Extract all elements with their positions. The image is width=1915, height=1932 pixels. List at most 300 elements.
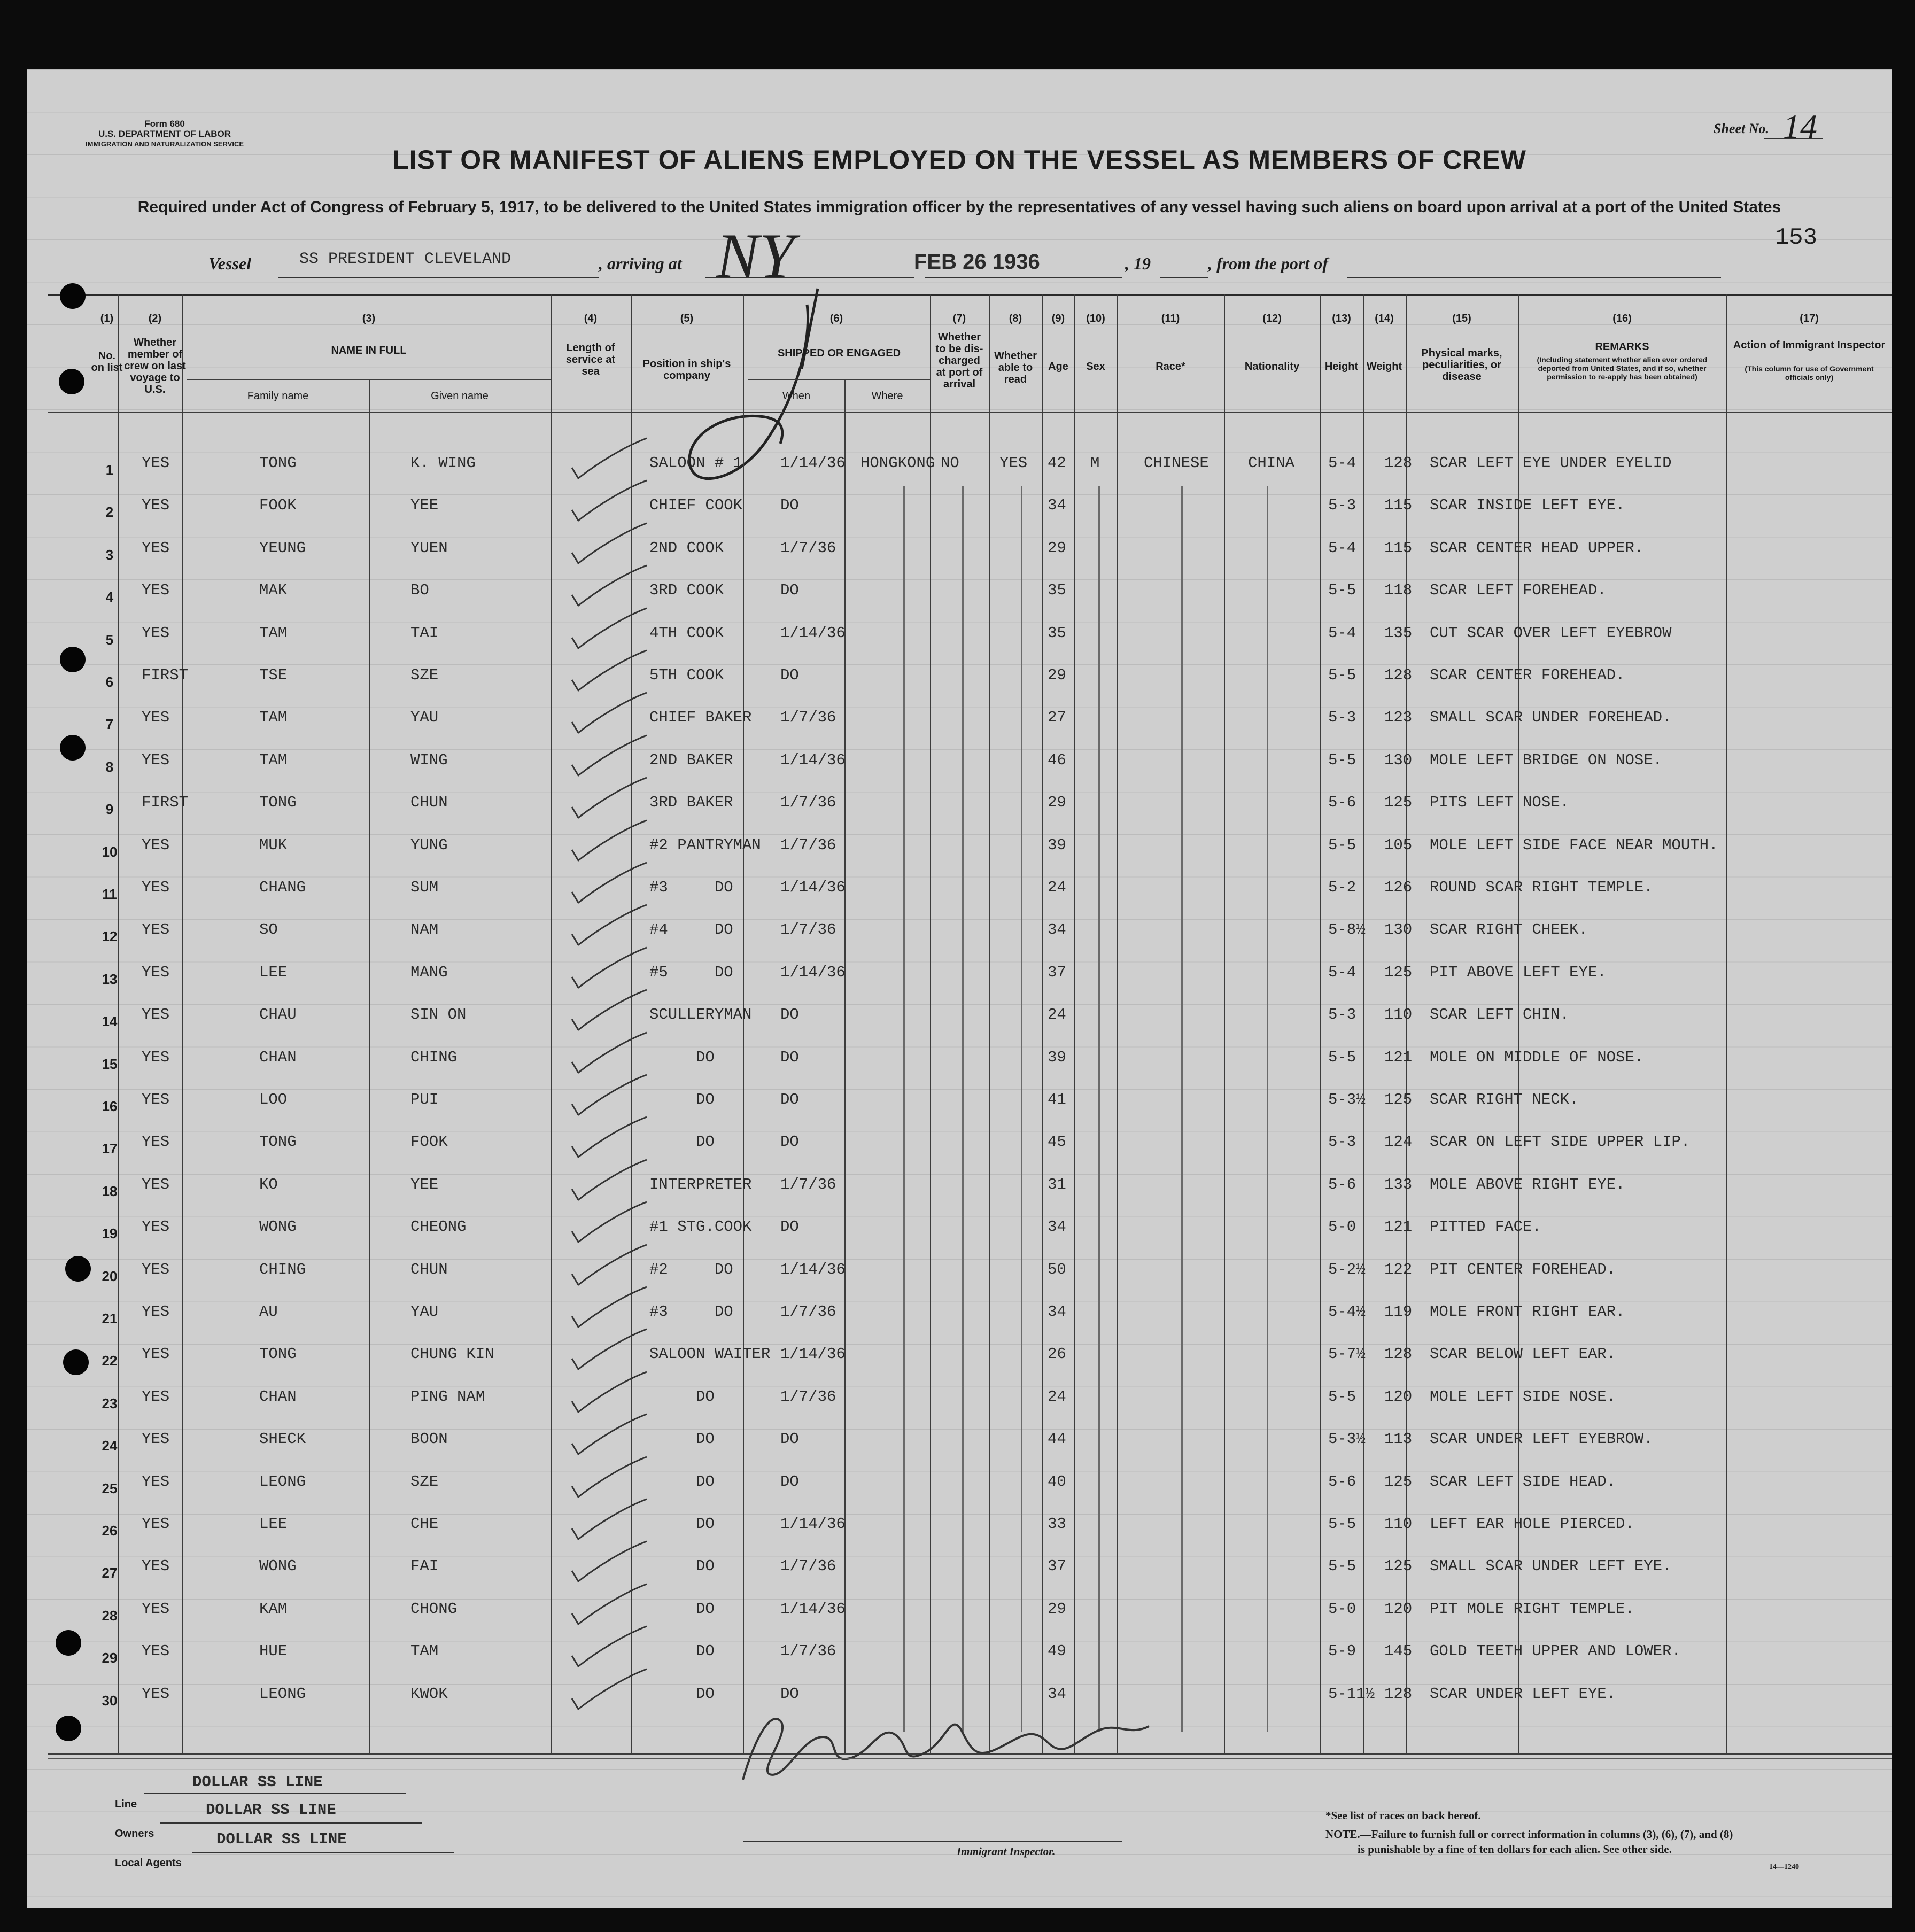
crew-last-voyage: YES (142, 1091, 170, 1108)
shipped-when: 1/7/36 (780, 709, 836, 727)
inspector-underline (743, 1841, 1122, 1842)
table-header-rule (48, 412, 1892, 413)
shipped-when: 1/7/36 (780, 539, 836, 557)
ship-position: DO (649, 1472, 715, 1491)
check-mark (567, 1326, 652, 1375)
vessel-value: SS PRESIDENT CLEVELAND (299, 250, 511, 268)
height: 5-3 (1328, 709, 1356, 727)
age: 31 (1048, 1175, 1066, 1193)
row-number: 15 (102, 1056, 118, 1072)
col8-num: (8) (1009, 313, 1022, 324)
arriving-underline (705, 277, 914, 278)
given-name: TAI (410, 624, 439, 642)
row-number: 17 (102, 1140, 118, 1157)
col4-num: (4) (584, 313, 598, 324)
physical-marks: SCAR BELOW LEFT EAR. (1430, 1345, 1616, 1363)
manifest-title: LIST OR MANIFEST OF ALIENS EMPLOYED ON THE VESSEL AS MEMBERS OF CREW (392, 145, 1526, 175)
weight: 125 (1384, 1557, 1413, 1576)
ship-position: SCULLERYMAN (649, 1006, 752, 1024)
punch-hole (60, 735, 86, 761)
height: 5-5 (1328, 751, 1356, 769)
given-name: YEE (410, 496, 439, 515)
date-underline (925, 277, 1122, 278)
row-number: 25 (102, 1480, 118, 1496)
weight: 126 (1384, 879, 1413, 896)
given-name: YUNG (410, 836, 448, 854)
family-name: SO (259, 921, 278, 939)
ship-position: 3RD BAKER (649, 794, 733, 812)
given-name: SZE (410, 1472, 439, 1491)
shipped-when: DO (780, 1006, 799, 1024)
check-mark (567, 521, 652, 569)
check-mark (567, 1030, 652, 1078)
weight: 115 (1384, 496, 1413, 515)
physical-marks: MOLE ON MIDDLE OF NOSE. (1430, 1048, 1644, 1066)
check-mark (567, 987, 652, 1035)
crew-last-voyage: YES (142, 1175, 170, 1193)
given-name: CHE (410, 1515, 439, 1533)
check-mark (567, 1242, 652, 1290)
age: 40 (1048, 1472, 1066, 1491)
family-name: KO (259, 1175, 278, 1193)
owners-value: DOLLAR SS LINE (206, 1801, 336, 1819)
crew-last-voyage: YES (142, 1260, 170, 1278)
crew-last-voyage: YES (142, 454, 170, 472)
height: 5-4 (1328, 539, 1356, 557)
ship-position: CHIEF COOK (649, 496, 743, 515)
col13-num: (13) (1332, 313, 1351, 324)
col15-num: (15) (1452, 313, 1471, 324)
age: 41 (1048, 1091, 1066, 1108)
age: 24 (1048, 1387, 1066, 1406)
note-races: *See list of races on back hereof. (1325, 1809, 1481, 1822)
family-name: YEUNG (259, 539, 306, 557)
shipped-when: 1/14/36 (780, 624, 846, 642)
physical-marks: SCAR ON LEFT SIDE UPPER LIP. (1430, 1133, 1691, 1151)
shipped-when: 1/14/36 (780, 1345, 846, 1363)
crew-last-voyage: YES (142, 1557, 170, 1576)
check-mark (567, 1114, 652, 1162)
row-number: 16 (102, 1098, 118, 1114)
weight: 122 (1384, 1260, 1413, 1278)
height: 5-5 (1328, 666, 1356, 684)
shipped-when: 1/7/36 (780, 1175, 836, 1193)
punch-hole (59, 369, 84, 394)
year-label: , 19 (1125, 254, 1151, 273)
family-name: LEE (259, 1515, 288, 1533)
physical-marks: SCAR LEFT CHIN. (1430, 1006, 1570, 1024)
check-mark (567, 1411, 652, 1460)
weight: 123 (1384, 709, 1413, 727)
height: 5-6 (1328, 794, 1356, 812)
family-name: TONG (259, 1133, 297, 1151)
family-name: CHANG (259, 879, 306, 896)
family-name: TAM (259, 624, 288, 642)
check-mark (567, 818, 652, 866)
shipped-when: 1/14/36 (780, 1515, 846, 1533)
weight: 135 (1384, 624, 1413, 642)
shipped-when: DO (780, 1218, 799, 1236)
physical-marks: PIT MOLE RIGHT TEMPLE. (1430, 1600, 1634, 1618)
age: 34 (1048, 496, 1066, 515)
shipped-when: 1/14/36 (780, 751, 846, 769)
weight: 118 (1384, 581, 1413, 600)
row-number: 6 (105, 674, 114, 690)
height: 5-0 (1328, 1600, 1356, 1618)
age: 34 (1048, 1218, 1066, 1236)
ditto-line-race (1181, 486, 1183, 1732)
family-name: CHAU (259, 1006, 297, 1024)
height: 5-7½ (1328, 1345, 1366, 1363)
weight: 128 (1384, 454, 1413, 472)
age: 45 (1048, 1133, 1066, 1151)
given-name: PUI (410, 1091, 439, 1108)
inspector-signature (722, 1689, 1165, 1796)
row-number: 21 (102, 1310, 118, 1326)
row-number: 24 (102, 1438, 118, 1454)
shipped-when: 1/7/36 (780, 921, 836, 939)
physical-marks: SCAR LEFT SIDE HEAD. (1430, 1472, 1616, 1491)
check-mark (567, 690, 652, 738)
weight: 110 (1384, 1515, 1413, 1533)
height: 5-5 (1328, 581, 1356, 600)
age: 39 (1048, 1048, 1066, 1066)
weight: 119 (1384, 1303, 1413, 1321)
crew-last-voyage: YES (142, 1303, 170, 1321)
weight: 113 (1384, 1430, 1413, 1448)
ship-position: #4 DO (649, 921, 733, 939)
age: 34 (1048, 1303, 1066, 1321)
check-mark (567, 902, 652, 950)
family-name: FOOK (259, 496, 297, 515)
family-name: LOO (259, 1091, 288, 1108)
check-mark (567, 478, 652, 526)
physical-marks: SCAR LEFT EYE UNDER EYELID (1430, 454, 1672, 472)
given-name: CHING (410, 1048, 458, 1066)
col-line (369, 379, 370, 1753)
col5-num: (5) (680, 313, 694, 324)
physical-marks: PIT ABOVE LEFT EYE. (1430, 963, 1607, 981)
given-name: BOON (410, 1430, 448, 1448)
age: 29 (1048, 539, 1066, 557)
check-mark (567, 1539, 652, 1587)
col2-label: Whether member of crew on last voyage to U.S. (124, 337, 186, 395)
check-mark (567, 1496, 652, 1545)
row-number: 5 (105, 631, 114, 648)
physical-marks: SCAR LEFT FOREHEAD. (1430, 581, 1607, 600)
age: 29 (1048, 794, 1066, 812)
shipped-when: DO (780, 496, 799, 515)
family-name: LEONG (259, 1685, 306, 1703)
height: 5-5 (1328, 836, 1356, 854)
crew-last-voyage: YES (142, 624, 170, 642)
family-name: TAM (259, 709, 288, 727)
col14-num: (14) (1375, 313, 1394, 324)
given-name: FAI (410, 1557, 439, 1576)
family-name: TAM (259, 751, 288, 769)
height: 5-3 (1328, 496, 1356, 515)
physical-marks: SCAR CENTER FOREHEAD. (1430, 666, 1625, 684)
ship-position: DO (649, 1600, 715, 1618)
family-name: TSE (259, 666, 288, 684)
punch-hole (63, 1349, 89, 1375)
age: 44 (1048, 1430, 1066, 1448)
physical-marks: GOLD TEETH UPPER AND LOWER. (1430, 1642, 1681, 1661)
punch-hole (60, 283, 86, 309)
family-name: WONG (259, 1218, 297, 1236)
sex: M (1090, 454, 1100, 472)
ship-position: SALOON # 1 (649, 454, 743, 472)
height: 5-3½ (1328, 1430, 1366, 1448)
crew-last-voyage: YES (142, 1600, 170, 1618)
ship-position: 5TH COOK (649, 666, 724, 684)
age: 24 (1048, 879, 1066, 896)
col2-num: (2) (148, 313, 162, 324)
row-number: 23 (102, 1395, 118, 1411)
crew-last-voyage: YES (142, 1133, 170, 1151)
age: 50 (1048, 1260, 1066, 1278)
crew-last-voyage: YES (142, 1685, 170, 1703)
physical-marks: MOLE LEFT BRIDGE ON NOSE. (1430, 751, 1663, 769)
col6-when: When (782, 390, 811, 402)
shipped-when: 1/7/36 (780, 836, 836, 854)
weight: 130 (1384, 751, 1413, 769)
crew-last-voyage: YES (142, 1006, 170, 1024)
physical-marks: SMALL SCAR UNDER FOREHEAD. (1430, 709, 1672, 727)
ship-position: SALOON WAITER (649, 1345, 771, 1363)
sheet-number-underline (1764, 138, 1823, 139)
crew-last-voyage: FIRST (142, 794, 189, 812)
line-underline (144, 1793, 406, 1794)
weight: 128 (1384, 1345, 1413, 1363)
family-name: TONG (259, 1345, 297, 1363)
physical-marks: PIT CENTER FOREHEAD. (1430, 1260, 1616, 1278)
crew-last-voyage: YES (142, 1642, 170, 1661)
age: 34 (1048, 1685, 1066, 1703)
col3-given: Given name (431, 390, 489, 402)
manifest-sheet (27, 69, 1892, 1908)
check-mark (567, 1369, 652, 1417)
line-label: Line (115, 1798, 137, 1810)
weight: 110 (1384, 1006, 1413, 1024)
height: 5-6 (1328, 1472, 1356, 1491)
shipped-when: DO (780, 581, 799, 600)
ship-position: #1 STG.COOK (649, 1218, 752, 1236)
check-mark (567, 733, 652, 781)
shipped-when: DO (780, 1430, 799, 1448)
crew-last-voyage: YES (142, 1048, 170, 1066)
col13-label: Height (1324, 361, 1359, 373)
given-name: K. WING (410, 454, 476, 472)
height: 5-5 (1328, 1387, 1356, 1406)
crew-last-voyage: YES (142, 1472, 170, 1491)
crew-last-voyage: YES (142, 1218, 170, 1236)
shipped-when: 1/14/36 (780, 1260, 846, 1278)
given-name: FOOK (410, 1133, 448, 1151)
check-mark (567, 1284, 652, 1332)
given-name: SIN ON (410, 1006, 467, 1024)
col-line (844, 379, 846, 1753)
col17-note: (This column for use of Government officials only) (1745, 364, 1874, 382)
given-name: BO (410, 581, 429, 600)
col16-label: REMARKS (1595, 341, 1649, 353)
age: 29 (1048, 1600, 1066, 1618)
arriving-label: , arriving at (599, 254, 682, 273)
ditto-line-nationality (1267, 486, 1268, 1732)
agents-underline (192, 1852, 454, 1853)
height: 5-4 (1328, 454, 1356, 472)
given-name: CHEONG (410, 1218, 467, 1236)
row-number: 4 (105, 589, 114, 606)
ship-position: DO (649, 1387, 715, 1406)
weight: 120 (1384, 1387, 1413, 1406)
col1-num: (1) (100, 313, 114, 324)
shipped-when: 1/14/36 (780, 963, 846, 981)
footer-rule (48, 1758, 1892, 1759)
weight: 121 (1384, 1048, 1413, 1066)
check-mark (567, 1157, 652, 1205)
from-port-label: , from the port of (1208, 254, 1328, 273)
check-mark (567, 1072, 652, 1120)
crew-last-voyage: YES (142, 581, 170, 600)
age: 39 (1048, 836, 1066, 854)
row-number: 14 (102, 1013, 118, 1030)
weight: 125 (1384, 1472, 1413, 1491)
col6-label: SHIPPED OR ENGAGED (777, 347, 901, 359)
family-name: AU (259, 1303, 278, 1321)
col-line (1363, 294, 1364, 1753)
physical-marks: MOLE LEFT SIDE FACE NEAR MOUTH. (1430, 836, 1718, 854)
arriving-value: NY (716, 220, 795, 291)
ship-position: DO (649, 1430, 715, 1448)
col9-num: (9) (1051, 313, 1065, 324)
row-number: 28 (102, 1607, 118, 1624)
physical-marks: SCAR RIGHT CHEEK. (1430, 921, 1588, 939)
date-stamp: FEB 26 1936 (914, 250, 1040, 274)
ship-position: DO (649, 1685, 715, 1703)
vessel-label: Vessel (208, 254, 251, 273)
col3-num: (3) (362, 313, 376, 324)
note-failure: NOTE.—Failure to furnish full or correct information in columns (3), (6), (7), and (8) (1325, 1828, 1733, 1841)
weight: 121 (1384, 1218, 1413, 1236)
shipped-when: DO (780, 1133, 799, 1151)
name-subrule (187, 379, 551, 380)
ditto-line-where (903, 486, 905, 1732)
row-number: 26 (102, 1523, 118, 1539)
crew-last-voyage: YES (142, 1515, 170, 1533)
given-name: PING NAM (410, 1387, 485, 1406)
check-mark (567, 945, 652, 993)
ship-position: 2ND COOK (649, 539, 724, 557)
row-number: 1 (105, 462, 114, 478)
col15-label: Physical marks, peculiarities, or disease (1421, 347, 1502, 383)
physical-marks: SMALL SCAR UNDER LEFT EYE. (1430, 1557, 1672, 1576)
agents-label: Local Agents (115, 1857, 182, 1869)
col14-label: Weight (1366, 361, 1402, 373)
race: CHINESE (1144, 454, 1209, 472)
row-number: 3 (105, 546, 114, 563)
col-line (1320, 294, 1321, 1753)
ship-position: DO (649, 1048, 715, 1066)
note-fine: is punishable by a fine of ten dollars for each alien. See other side. (1358, 1843, 1672, 1856)
col3-family: Family name (247, 390, 309, 402)
crew-last-voyage: YES (142, 836, 170, 854)
agents-value: DOLLAR SS LINE (216, 1830, 347, 1848)
family-name: SHECK (259, 1430, 306, 1448)
ditto-line-discharged (962, 486, 964, 1732)
height: 5-2 (1328, 879, 1356, 896)
shipped-when: 1/14/36 (780, 1600, 846, 1618)
family-name: MAK (259, 581, 288, 600)
weight: 125 (1384, 794, 1413, 812)
inspector-label: Immigrant Inspector. (957, 1845, 1056, 1858)
ship-position: DO (649, 1133, 715, 1151)
given-name: MANG (410, 963, 448, 981)
ship-position: #2 DO (649, 1260, 733, 1278)
weight: 125 (1384, 963, 1413, 981)
age: 42 (1048, 454, 1066, 472)
physical-marks: SCAR RIGHT NECK. (1430, 1091, 1579, 1108)
given-name: TAM (410, 1642, 439, 1661)
crew-last-voyage: YES (142, 539, 170, 557)
family-name: CHING (259, 1260, 306, 1278)
check-mark (567, 1454, 652, 1502)
height: 5-6 (1328, 1175, 1356, 1193)
age: 33 (1048, 1515, 1066, 1533)
physical-marks: PITS LEFT NOSE. (1430, 794, 1570, 812)
given-name: YUEN (410, 539, 448, 557)
col10-num: (10) (1086, 313, 1105, 324)
stamp-number: 153 (1774, 224, 1817, 251)
ship-position: #3 DO (649, 879, 733, 896)
shipped-subrule (748, 379, 930, 380)
check-mark (567, 648, 652, 696)
col17-label: Action of Immigrant Inspector (1733, 339, 1886, 351)
col-line (551, 294, 552, 1753)
height: 5-0 (1328, 1218, 1356, 1236)
physical-marks: SCAR INSIDE LEFT EYE. (1430, 496, 1625, 515)
physical-marks: MOLE FRONT RIGHT EAR. (1430, 1303, 1625, 1321)
height: 5-3½ (1328, 1091, 1366, 1108)
weight: 105 (1384, 836, 1413, 854)
age: 34 (1048, 921, 1066, 939)
ditto-line-sex (1098, 486, 1100, 1732)
row-number: 11 (102, 886, 117, 902)
form-number: Form 680 (144, 119, 185, 129)
table-top-rule (48, 294, 1892, 296)
family-name: TONG (259, 454, 297, 472)
ditto-line-read (1021, 486, 1022, 1732)
weight: 128 (1384, 1685, 1413, 1703)
row-number: 30 (102, 1692, 118, 1709)
family-name: KAM (259, 1600, 288, 1618)
col17-num: (17) (1800, 313, 1819, 324)
given-name: YEE (410, 1175, 439, 1193)
to-be-discharged: NO (941, 454, 959, 472)
ship-position: 3RD COOK (649, 581, 724, 600)
crew-last-voyage: YES (142, 1430, 170, 1448)
punch-hole (60, 647, 86, 672)
shipped-when: 1/7/36 (780, 1557, 836, 1576)
given-name: YAU (410, 709, 439, 727)
given-name: CHUN (410, 794, 448, 812)
given-name: SUM (410, 879, 439, 896)
shipped-when: 1/14/36 (780, 879, 846, 896)
age: 37 (1048, 1557, 1066, 1576)
shipped-when: 1/14/36 (780, 454, 846, 472)
crew-last-voyage: YES (142, 751, 170, 769)
sheet-number-label: Sheet No. (1714, 121, 1769, 136)
